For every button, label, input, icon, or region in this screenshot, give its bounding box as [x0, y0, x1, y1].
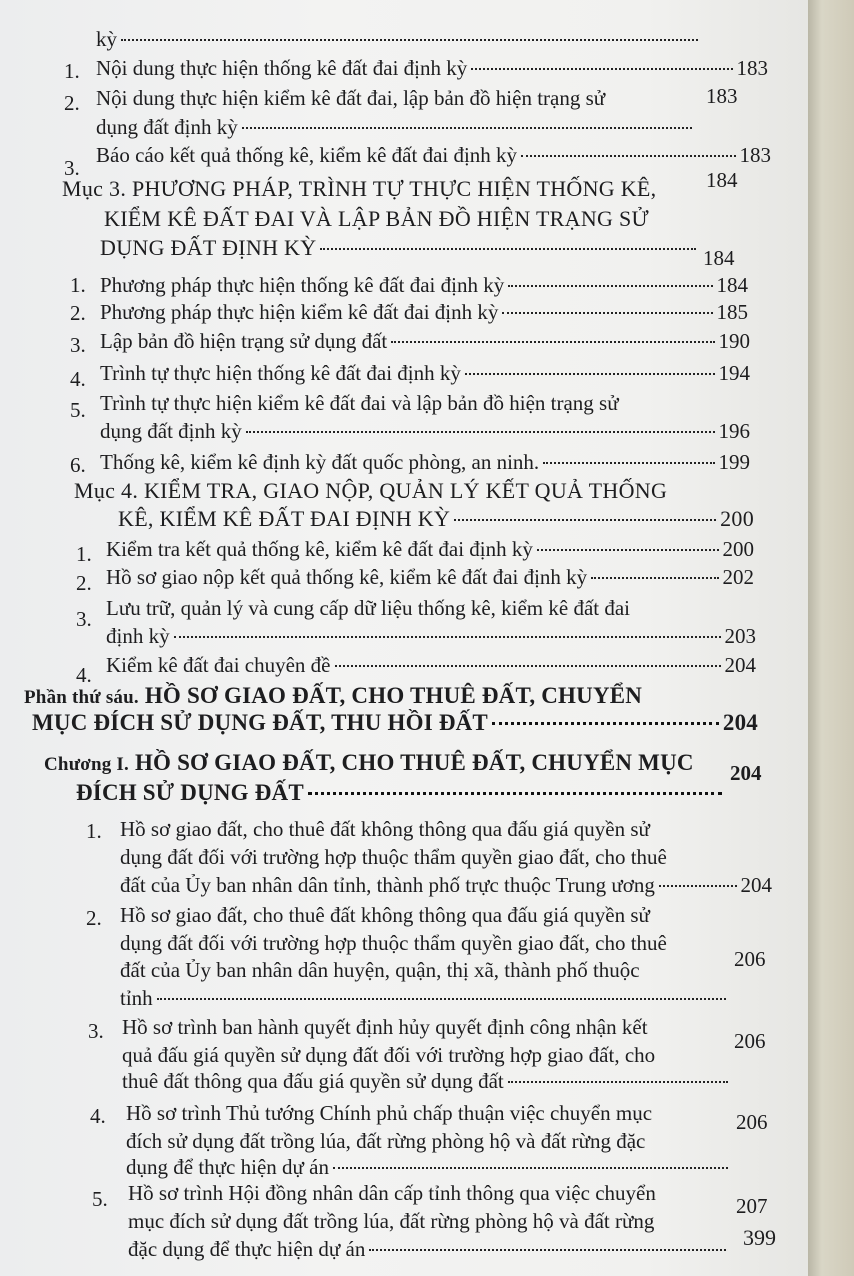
toc-entry[interactable]: Lập bản đồ hiện trạng sử dụng đất 190: [100, 329, 750, 353]
toc-entry[interactable]: thuê đất thông qua đấu giá quyền sử dụng đất: [122, 1068, 732, 1094]
toc-page-number: 183: [706, 84, 738, 108]
toc-page-number: 184: [706, 168, 738, 192]
toc-entry[interactable]: Phương pháp thực hiện kiểm kê đất đai định kỳ 185: [100, 300, 748, 324]
toc-text: kỳ: [96, 27, 117, 51]
toc-number: 1.: [64, 59, 80, 83]
toc-entry[interactable]: Thống kê, kiểm kê định kỳ đất quốc phòng, an ninh. 199: [100, 450, 750, 474]
toc-entry[interactable]: Kiểm tra kết quả thống kê, kiểm kê đất đai định kỳ 200: [106, 537, 754, 561]
section-heading[interactable]: Mục 3. PHƯƠNG PHÁP, TRÌNH TỰ THỰC HIỆN THỐNG KÊ,: [62, 176, 657, 201]
toc-page-number: 183: [736, 56, 768, 80]
toc-entry[interactable]: đất của Ủy ban nhân dân tỉnh, thành phố trực thuộc Trung ương 204: [120, 873, 772, 897]
toc-entry[interactable]: dụng đất định kỳ 196: [100, 419, 750, 443]
toc-entry[interactable]: Nội dung thực hiện thống kê đất đai định kỳ 183: [96, 56, 768, 80]
toc-entry[interactable]: dụng để thực hiện dự án: [126, 1154, 732, 1180]
book-page: kỳ 1. Nội dung thực hiện thống kê đất đai định kỳ 183 2. Nội dung thực hiện kiểm kê đất đai, lập bản đồ hiện trạng sử 183 dụng đất định kỳ 3. Báo cáo kết quả thống kê, kiểm kê đất đai định kỳ 183 Mục 3. PHƯƠNG PHÁP, TRÌNH TỰ THỰC HIỆN THỐNG KÊ, 184 KIỂM KÊ ĐẤT ĐAI VÀ LẬP BẢN ĐỒ HIỆN TRẠNG SỬ DỤNG ĐẤT ĐỊNH KỲ 184 1. Phương pháp thực hiện thống kê đất đai định kỳ 184 2. Phương pháp thực hiện kiểm kê đất đai định kỳ 185 3. Lập bản đồ hiện trạng sử dụng đất 190 4. Trình tự thực hiện thống kê đất đai định kỳ 194 5. Trình tự thực hiện kiểm kê đất đai và lập bản đồ hiện trạng sử dụng đất định kỳ 196 6. Thống kê, kiểm kê định kỳ đất quốc phòng, an ninh. 199 Mục 4. KIỂM TRA, GIAO NỘP, QUẢN LÝ KẾT QUẢ THỐNG KÊ, KIỂM KÊ ĐẤT ĐAI ĐỊNH KỲ 200 1. Kiểm tra kết quả thống kê, kiểm kê đất đai định kỳ 200 2. Hồ sơ giao nộp kết quả thống kê, kiểm kê đất đai định kỳ 202 3. Lưu trữ, quản lý và cung cấp dữ liệu thống kê, kiểm kê đất đai định kỳ 203 4. Kiểm kê đất đai chuyên đề 204 Phần thứ sáu. HỒ SƠ GIAO ĐẤT, CHO THUÊ ĐẤT, CHUYỂN MỤC ĐÍCH SỬ DỤNG ĐẤT, THU HỒI ĐẤT 204 Chương I. HỒ SƠ GIAO ĐẤT, CHO THUÊ ĐẤT, CHUYỂN MỤC 204 ĐÍCH SỬ DỤNG ĐẤT 1. Hồ sơ giao đất, cho thuê đất không thông qua đấu giá quyền sử dụng đất đối với trường hợp thuộc thẩm quyền giao đất, cho thuê đất của Ủy ban nhân dân tỉnh, thành phố trực thuộc Trung ương 204 2. Hồ sơ giao đất, cho thuê đất không thông qua đấu giá quyền sử dụng đất đối với trường hợp thuộc thẩm quyền giao đất, cho thuê đất của Ủy ban nhân dân huyện, quận, thị xã, thành phố thuộc 206 tỉnh 3. Hồ sơ trình ban hành quyết định hủy quyết định công nhận kết quả đấu giá quyền sử dụng đất đối với trường hợp giao đất, cho 206 thuê đất thông qua đấu giá quyền sử dụng đất 4. Hồ sơ trình Thủ tướng Chính phủ chấp thuận việc chuyển mục đích sử dụng đất trồng lúa, đất rừng phòng hộ và đất rừng đặc 206 dụng để thực hiện dự án 5. Hồ sơ trình Hội đồng nhân dân cấp tỉnh thông qua việc chuyển mục đích sử dụng đất trồng lúa, đất rừng phòng hộ và đất rừng 207 đặc dụng để thực hiện dự án 399: [0, 0, 808, 1276]
toc-entry[interactable]: Báo cáo kết quả thống kê, kiểm kê đất đai định kỳ 183: [96, 143, 771, 167]
toc-entry[interactable]: tỉnh: [120, 985, 730, 1011]
leader-dots: [121, 39, 698, 41]
toc-number: 3.: [64, 156, 80, 180]
toc-number: 2.: [64, 91, 80, 115]
page-number: 399: [743, 1225, 776, 1250]
toc-entry[interactable]: Phương pháp thực hiện thống kê đất đai định kỳ 184: [100, 273, 748, 297]
toc-entry[interactable]: Hồ sơ giao nộp kết quả thống kê, kiểm kê đất đai định kỳ 202: [106, 565, 754, 589]
toc-entry-continuation: [96, 26, 702, 52]
toc-entry[interactable]: dụng đất định kỳ: [96, 114, 696, 140]
toc-entry[interactable]: Trình tự thực hiện thống kê đất đai định kỳ 194: [100, 361, 750, 385]
part-heading[interactable]: Phần thứ sáu. HỒ SƠ GIAO ĐẤT, CHO THUÊ ĐẤT, CHUYỂN: [24, 683, 643, 708]
toc-text: Nội dung thực hiện kiểm kê đất đai, lập bản đồ hiện trạng sử: [96, 86, 606, 110]
toc-entry[interactable]: Kiểm kê đất đai chuyên đề 204: [106, 653, 756, 677]
toc-entry[interactable]: định kỳ 203: [106, 624, 756, 648]
section-heading[interactable]: Mục 4. KIỂM TRA, GIAO NỘP, QUẢN LÝ KẾT QUẢ THỐNG: [74, 478, 668, 503]
toc-entry[interactable]: đặc dụng để thực hiện dự án: [128, 1236, 730, 1262]
chapter-heading[interactable]: Chương I. HỒ SƠ GIAO ĐẤT, CHO THUÊ ĐẤT, CHUYỂN MỤC: [44, 750, 694, 775]
book-edge: [808, 0, 854, 1276]
